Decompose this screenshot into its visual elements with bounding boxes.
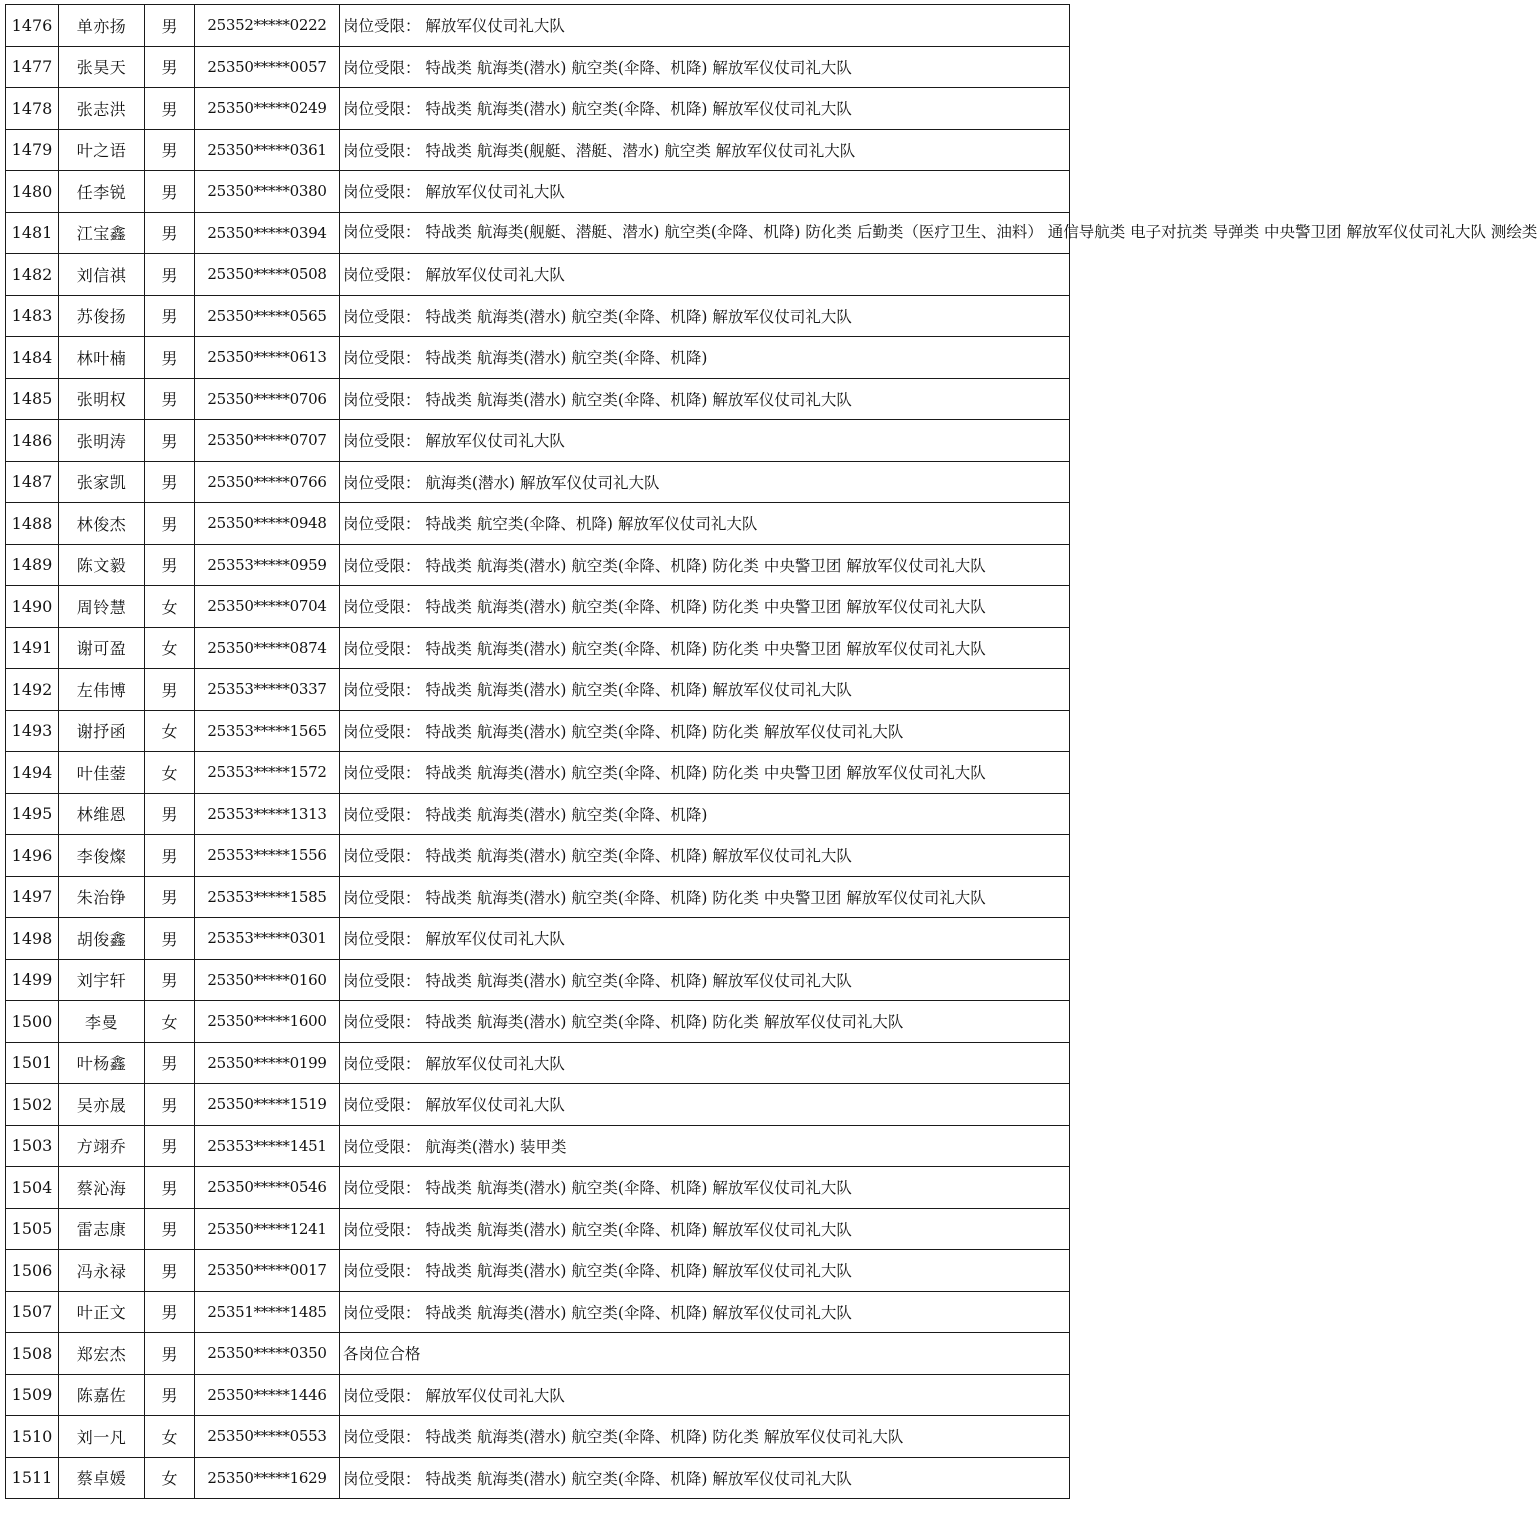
- name-cell: 林叶楠: [59, 337, 145, 379]
- name-cell: 方翊乔: [59, 1125, 145, 1167]
- table-row: [6, 627, 1070, 669]
- id-number-cell: 25350*****0707: [195, 420, 340, 462]
- gender-cell: 男: [145, 544, 195, 586]
- id-number-cell: 25350*****0508: [195, 254, 340, 296]
- name-cell: 左伟博: [59, 669, 145, 711]
- gender-cell: 男: [145, 254, 195, 296]
- id-number-cell: 25350*****0350: [195, 1333, 340, 1375]
- name-cell: 叶正文: [59, 1291, 145, 1333]
- gender-cell: 男: [145, 918, 195, 960]
- table-row: [6, 1001, 1070, 1043]
- name-cell: 张志洪: [59, 88, 145, 130]
- gender-cell: 男: [145, 793, 195, 835]
- row-number-cell: 1485: [6, 378, 59, 420]
- table-row: [6, 171, 1070, 213]
- gender-cell: 男: [145, 129, 195, 171]
- gender-cell: 男: [145, 876, 195, 918]
- row-number-cell: 1479: [6, 129, 59, 171]
- restriction-note-cell: 岗位受限： 特战类 航海类(潜水) 航空类(伞降、机降) 解放军仪仗司礼大队: [340, 959, 1070, 1001]
- id-number-cell: 25353*****0301: [195, 918, 340, 960]
- row-number-cell: 1500: [6, 1001, 59, 1043]
- row-number-cell: 1488: [6, 503, 59, 545]
- table-row: [6, 1374, 1070, 1416]
- name-cell: 张明涛: [59, 420, 145, 462]
- gender-cell: 男: [145, 1167, 195, 1209]
- restriction-note-cell: 岗位受限： 特战类 航海类(潜水) 航空类(伞降、机降) 防化类 中央警卫团 解放军仪仗司礼大队: [340, 544, 1070, 586]
- restriction-note-cell: 岗位受限： 解放军仪仗司礼大队: [340, 5, 1070, 47]
- table-row: [6, 129, 1070, 171]
- gender-cell: 女: [145, 1416, 195, 1458]
- row-number-cell: 1483: [6, 295, 59, 337]
- gender-cell: 男: [145, 1042, 195, 1084]
- name-cell: 胡俊鑫: [59, 918, 145, 960]
- table-row: [6, 295, 1070, 337]
- gender-cell: 男: [145, 295, 195, 337]
- gender-cell: 男: [145, 337, 195, 379]
- table-row: [6, 378, 1070, 420]
- table-row: [6, 1208, 1070, 1250]
- table-row: [6, 212, 1070, 254]
- name-cell: 谢可盈: [59, 627, 145, 669]
- restriction-note-cell: 岗位受限： 航海类(潜水) 装甲类: [340, 1125, 1070, 1167]
- restriction-note-cell: 岗位受限： 特战类 航海类(潜水) 航空类(伞降、机降) 防化类 解放军仪仗司礼大队: [340, 710, 1070, 752]
- gender-cell: 男: [145, 461, 195, 503]
- gender-cell: 女: [145, 710, 195, 752]
- id-number-cell: 25350*****0948: [195, 503, 340, 545]
- name-cell: 雷志康: [59, 1208, 145, 1250]
- row-number-cell: 1503: [6, 1125, 59, 1167]
- name-cell: 江宝鑫: [59, 212, 145, 254]
- id-number-cell: 25350*****1446: [195, 1374, 340, 1416]
- restriction-note-cell: 各岗位合格: [340, 1333, 1070, 1375]
- restriction-note-cell: 岗位受限： 特战类 航海类(潜水) 航空类(伞降、机降) 解放军仪仗司礼大队: [340, 1167, 1070, 1209]
- name-cell: 郑宏杰: [59, 1333, 145, 1375]
- restriction-note-cell: 岗位受限： 特战类 航海类(潜水) 航空类(伞降、机降) 解放军仪仗司礼大队: [340, 669, 1070, 711]
- table-row: [6, 959, 1070, 1001]
- table-row: [6, 88, 1070, 130]
- restriction-note-cell: 岗位受限： 特战类 航海类(潜水) 航空类(伞降、机降): [340, 793, 1070, 835]
- name-cell: 单亦扬: [59, 5, 145, 47]
- restriction-note-cell: 岗位受限： 特战类 航海类(潜水) 航空类(伞降、机降) 防化类 中央警卫团 解放军仪仗司礼大队: [340, 876, 1070, 918]
- restriction-note-cell: 岗位受限： 特战类 航空类(伞降、机降) 解放军仪仗司礼大队: [340, 503, 1070, 545]
- name-cell: 蔡沁海: [59, 1167, 145, 1209]
- name-cell: 叶佳蓥: [59, 752, 145, 794]
- id-number-cell: 25353*****1565: [195, 710, 340, 752]
- name-cell: 陈嘉佐: [59, 1374, 145, 1416]
- restriction-note-cell: 岗位受限： 特战类 航海类(潜水) 航空类(伞降、机降) 解放军仪仗司礼大队: [340, 378, 1070, 420]
- id-number-cell: 25350*****0874: [195, 627, 340, 669]
- row-number-cell: 1484: [6, 337, 59, 379]
- gender-cell: 男: [145, 1084, 195, 1126]
- id-number-cell: 25350*****0394: [195, 212, 340, 254]
- table-row: [6, 1167, 1070, 1209]
- table-row: [6, 1416, 1070, 1458]
- name-cell: 张家凯: [59, 461, 145, 503]
- id-number-cell: 25350*****0160: [195, 959, 340, 1001]
- gender-cell: 男: [145, 503, 195, 545]
- id-number-cell: 25350*****1600: [195, 1001, 340, 1043]
- gender-cell: 男: [145, 1125, 195, 1167]
- row-number-cell: 1510: [6, 1416, 59, 1458]
- id-number-cell: 25353*****1451: [195, 1125, 340, 1167]
- table-row: [6, 420, 1070, 462]
- restriction-note-cell: 岗位受限： 解放军仪仗司礼大队: [340, 1084, 1070, 1126]
- restriction-note-cell: 岗位受限： 特战类 航海类(潜水) 航空类(伞降、机降) 解放军仪仗司礼大队: [340, 295, 1070, 337]
- id-number-cell: 25350*****0380: [195, 171, 340, 213]
- id-number-cell: 25350*****0249: [195, 88, 340, 130]
- gender-cell: 男: [145, 669, 195, 711]
- table-row: [6, 918, 1070, 960]
- id-number-cell: 25350*****0553: [195, 1416, 340, 1458]
- table-row: [6, 1042, 1070, 1084]
- id-number-cell: 25350*****0706: [195, 378, 340, 420]
- restriction-note-cell: 岗位受限： 特战类 航海类(潜水) 航空类(伞降、机降) 解放军仪仗司礼大队: [340, 88, 1070, 130]
- row-number-cell: 1508: [6, 1333, 59, 1375]
- restriction-note-cell: 岗位受限： 特战类 航海类(潜水) 航空类(伞降、机降) 防化类 中央警卫团 解放军仪仗司礼大队: [340, 752, 1070, 794]
- name-cell: 刘宇轩: [59, 959, 145, 1001]
- gender-cell: 女: [145, 1457, 195, 1499]
- gender-cell: 男: [145, 378, 195, 420]
- row-number-cell: 1494: [6, 752, 59, 794]
- name-cell: 苏俊扬: [59, 295, 145, 337]
- restriction-note-cell: 岗位受限： 特战类 航海类(潜水) 航空类(伞降、机降) 防化类 解放军仪仗司礼大队: [340, 1416, 1070, 1458]
- id-number-cell: 25350*****0057: [195, 46, 340, 88]
- id-number-cell: 25350*****0199: [195, 1042, 340, 1084]
- restriction-note-cell: 岗位受限： 特战类 航海类(潜水) 航空类(伞降、机降) 防化类 解放军仪仗司礼大队: [340, 1001, 1070, 1043]
- table-row: [6, 835, 1070, 877]
- row-number-cell: 1509: [6, 1374, 59, 1416]
- table-row: [6, 876, 1070, 918]
- restriction-note-cell: 岗位受限： 解放军仪仗司礼大队: [340, 171, 1070, 213]
- id-number-cell: 25351*****1485: [195, 1291, 340, 1333]
- id-number-cell: 25350*****0766: [195, 461, 340, 503]
- id-number-cell: 25350*****0017: [195, 1250, 340, 1292]
- id-number-cell: 25350*****0361: [195, 129, 340, 171]
- gender-cell: 男: [145, 88, 195, 130]
- row-number-cell: 1492: [6, 669, 59, 711]
- restriction-note-cell: 岗位受限： 特战类 航海类(舰艇、潜艇、潜水) 航空类(伞降、机降) 防化类 后勤类（医疗卫生、油料） 通信导航类 电子对抗类 导弹类 中央警卫团 解放军仪仗司礼大队 测绘类: [340, 212, 1070, 254]
- row-number-cell: 1504: [6, 1167, 59, 1209]
- row-number-cell: 1480: [6, 171, 59, 213]
- gender-cell: 女: [145, 586, 195, 628]
- restriction-note-cell: 岗位受限： 特战类 航海类(潜水) 航空类(伞降、机降) 解放军仪仗司礼大队: [340, 1208, 1070, 1250]
- row-number-cell: 1481: [6, 212, 59, 254]
- row-number-cell: 1497: [6, 876, 59, 918]
- name-cell: 吴亦晟: [59, 1084, 145, 1126]
- table-row: [6, 254, 1070, 296]
- id-number-cell: 25350*****0565: [195, 295, 340, 337]
- restriction-note-cell: 岗位受限： 解放军仪仗司礼大队: [340, 1042, 1070, 1084]
- row-number-cell: 1496: [6, 835, 59, 877]
- table-body: [6, 5, 1537, 1499]
- restriction-note-cell: 岗位受限： 解放军仪仗司礼大队: [340, 918, 1070, 960]
- restriction-note-cell: 岗位受限： 解放军仪仗司礼大队: [340, 420, 1070, 462]
- gender-cell: 男: [145, 1333, 195, 1375]
- restriction-note-cell: 岗位受限： 特战类 航海类(舰艇、潜艇、潜水) 航空类 解放军仪仗司礼大队: [340, 129, 1070, 171]
- id-number-cell: 25353*****1572: [195, 752, 340, 794]
- id-number-cell: 25350*****0704: [195, 586, 340, 628]
- table-row: [6, 710, 1070, 752]
- row-number-cell: 1491: [6, 627, 59, 669]
- gender-cell: 男: [145, 959, 195, 1001]
- restriction-note-cell: 岗位受限： 特战类 航海类(潜水) 航空类(伞降、机降): [340, 337, 1070, 379]
- gender-cell: 男: [145, 835, 195, 877]
- restriction-note-cell: 岗位受限： 解放军仪仗司礼大队: [340, 1374, 1070, 1416]
- name-cell: 张昊天: [59, 46, 145, 88]
- table-row: [6, 337, 1070, 379]
- name-cell: 陈文毅: [59, 544, 145, 586]
- name-cell: 李曼: [59, 1001, 145, 1043]
- id-number-cell: 25353*****0959: [195, 544, 340, 586]
- restriction-note-cell: 岗位受限： 特战类 航海类(潜水) 航空类(伞降、机降) 解放军仪仗司礼大队: [340, 1457, 1070, 1499]
- name-cell: 林俊杰: [59, 503, 145, 545]
- row-number-cell: 1478: [6, 88, 59, 130]
- table-row: [6, 461, 1070, 503]
- name-cell: 刘一凡: [59, 1416, 145, 1458]
- row-number-cell: 1493: [6, 710, 59, 752]
- id-number-cell: 25350*****1241: [195, 1208, 340, 1250]
- id-number-cell: 25350*****1629: [195, 1457, 340, 1499]
- restriction-note-cell: 岗位受限： 特战类 航海类(潜水) 航空类(伞降、机降) 解放军仪仗司礼大队: [340, 835, 1070, 877]
- name-cell: 谢抒函: [59, 710, 145, 752]
- gender-cell: 女: [145, 752, 195, 794]
- name-cell: 冯永禄: [59, 1250, 145, 1292]
- name-cell: 叶之语: [59, 129, 145, 171]
- table-row: [6, 1333, 1070, 1375]
- name-cell: 任李锐: [59, 171, 145, 213]
- table-row: [6, 752, 1070, 794]
- id-number-cell: 25352*****0222: [195, 5, 340, 47]
- table-row: [6, 1291, 1070, 1333]
- restriction-note-cell: 岗位受限： 解放军仪仗司礼大队: [340, 254, 1070, 296]
- gender-cell: 男: [145, 1250, 195, 1292]
- restriction-note-cell: 岗位受限： 航海类(潜水) 解放军仪仗司礼大队: [340, 461, 1070, 503]
- table-row: [6, 46, 1070, 88]
- id-number-cell: 25350*****1519: [195, 1084, 340, 1126]
- row-number-cell: 1490: [6, 586, 59, 628]
- name-cell: 叶杨鑫: [59, 1042, 145, 1084]
- row-number-cell: 1501: [6, 1042, 59, 1084]
- name-cell: 蔡卓媛: [59, 1457, 145, 1499]
- row-number-cell: 1482: [6, 254, 59, 296]
- name-cell: 张明权: [59, 378, 145, 420]
- name-cell: 朱治铮: [59, 876, 145, 918]
- table-row: [6, 5, 1070, 47]
- gender-cell: 男: [145, 1291, 195, 1333]
- row-number-cell: 1505: [6, 1208, 59, 1250]
- row-number-cell: 1507: [6, 1291, 59, 1333]
- table-row: [6, 1457, 1070, 1499]
- row-number-cell: 1487: [6, 461, 59, 503]
- id-number-cell: 25353*****1585: [195, 876, 340, 918]
- gender-cell: 女: [145, 627, 195, 669]
- gender-cell: 男: [145, 1208, 195, 1250]
- table-row: [6, 503, 1070, 545]
- name-cell: 刘信祺: [59, 254, 145, 296]
- name-cell: 周铃慧: [59, 586, 145, 628]
- row-number-cell: 1476: [6, 5, 59, 47]
- table-row: [6, 1125, 1070, 1167]
- restriction-note-cell: 岗位受限： 特战类 航海类(潜水) 航空类(伞降、机降) 解放军仪仗司礼大队: [340, 46, 1070, 88]
- row-number-cell: 1511: [6, 1457, 59, 1499]
- row-number-cell: 1499: [6, 959, 59, 1001]
- table-row: [6, 544, 1070, 586]
- gender-cell: 男: [145, 171, 195, 213]
- name-cell: 李俊燦: [59, 835, 145, 877]
- id-number-cell: 25350*****0546: [195, 1167, 340, 1209]
- row-number-cell: 1495: [6, 793, 59, 835]
- table-row: [6, 1084, 1070, 1126]
- id-number-cell: 25353*****1313: [195, 793, 340, 835]
- gender-cell: 男: [145, 5, 195, 47]
- row-number-cell: 1498: [6, 918, 59, 960]
- table-row: [6, 793, 1070, 835]
- table-row: [6, 1250, 1070, 1292]
- restriction-note-cell: 岗位受限： 特战类 航海类(潜水) 航空类(伞降、机降) 防化类 中央警卫团 解放军仪仗司礼大队: [340, 627, 1070, 669]
- row-number-cell: 1477: [6, 46, 59, 88]
- name-cell: 林维恩: [59, 793, 145, 835]
- gender-cell: 男: [145, 212, 195, 254]
- id-number-cell: 25353*****1556: [195, 835, 340, 877]
- restriction-note-cell: 岗位受限： 特战类 航海类(潜水) 航空类(伞降、机降) 解放军仪仗司礼大队: [340, 1291, 1070, 1333]
- row-number-cell: 1506: [6, 1250, 59, 1292]
- restriction-note-cell: 岗位受限： 特战类 航海类(潜水) 航空类(伞降、机降) 解放军仪仗司礼大队: [340, 1250, 1070, 1292]
- gender-cell: 男: [145, 420, 195, 462]
- row-number-cell: 1486: [6, 420, 59, 462]
- table-row: [6, 669, 1070, 711]
- restriction-note-cell: 岗位受限： 特战类 航海类(潜水) 航空类(伞降、机降) 防化类 中央警卫团 解放军仪仗司礼大队: [340, 586, 1070, 628]
- row-number-cell: 1502: [6, 1084, 59, 1126]
- table-row: [6, 586, 1070, 628]
- id-number-cell: 25350*****0613: [195, 337, 340, 379]
- gender-cell: 女: [145, 1001, 195, 1043]
- gender-cell: 男: [145, 1374, 195, 1416]
- id-number-cell: 25353*****0337: [195, 669, 340, 711]
- gender-cell: 男: [145, 46, 195, 88]
- results-table: [5, 4, 1537, 1499]
- row-number-cell: 1489: [6, 544, 59, 586]
